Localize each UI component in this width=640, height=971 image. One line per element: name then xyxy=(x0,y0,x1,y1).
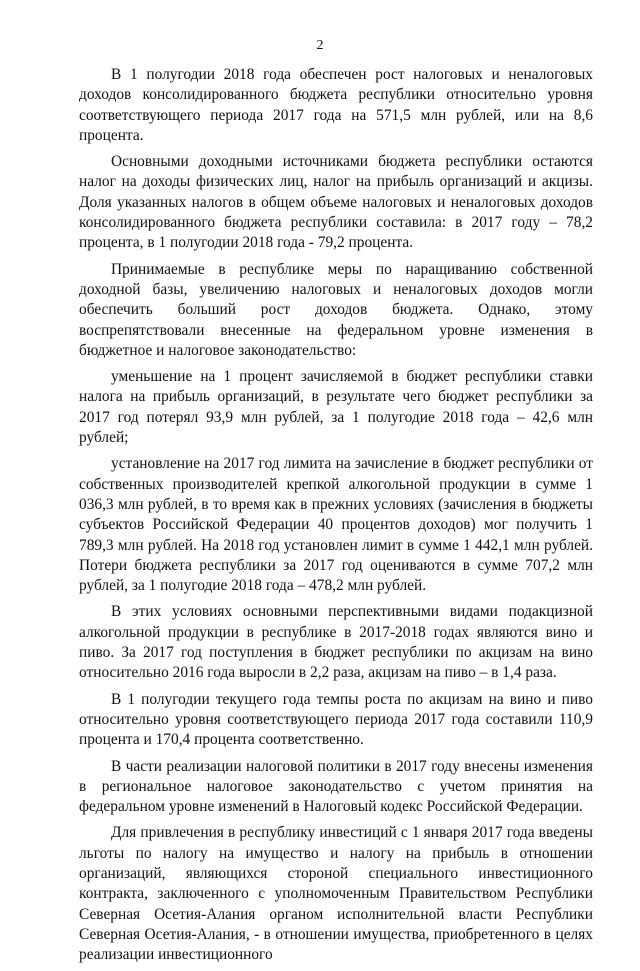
paragraph-revenue-growth: В 1 полугодии 2018 года обеспечен рост налоговых и неналоговых доходов консолидированного бюджета республики относительно уровня соответствующего периода 2017 года на 571,5 млн рублей, или на 8,6 процента. xyxy=(79,66,593,144)
page-number: 2 xyxy=(316,38,324,53)
paragraph-excise-wine-beer: В этих условиях основными перспективными видами подакцизной алкогольной продукции в республике в 2017-2018 годах являются вино и пиво. За 2017 год поступления в бюджет республики по акцизам на вино относительно 2016 года выросли в 2,2 раза, акцизам на пиво – в 1,4 раза. xyxy=(79,603,593,682)
paragraph-alcohol-limit: установление на 2017 год лимита на зачисление в бюджет республики от собственных производителей крепкой алкогольной продукции в сумме 1 036,3 млн рублей, в то время как в прежних условиях (зачисления в бюджеты субъектов Российской Федерации 40 процентов доходов) мог получить 1 789,3 млн рублей. На 2018 год установлен лимит в сумме 1 442,1 млн рублей. Потери бюджета республики за 2017 год оцениваются в сумме 707,2 млн рублей, за 1 полугодие 2018 года – 478,2 млн рублей. xyxy=(79,455,593,595)
paragraph-half-year-growth: В 1 полугодии текущего года темпы роста по акцизам на вино и пиво относительно уровня соответствующего периода 2017 года составили 110,9 процента и 170,4 процента соответственно. xyxy=(79,690,593,749)
paragraph-main-sources: Основными доходными источниками бюджета республики остаются налог на доходы физических лиц, налог на прибыль организаций и акцизы. Доля указанных налогов в общем объеме налоговых и неналоговых доходов консолидированного бюджета республики составила: в 2017 году – 78,2 процента, в 1 полугодии 2018 года - 79,2 процента. xyxy=(79,153,593,252)
paragraph-profit-tax-reduction: уменьшение на 1 процент зачисляемой в бюджет республики ставки налога на прибыль организаций, в результате чего бюджет республики за 2017 год потерял 93,9 млн рублей, за 1 полугодие 2018 года – 42,6 млн рублей; xyxy=(79,368,593,447)
paragraph-tax-policy: В части реализации налоговой политики в 2017 году внесены изменения в региональное налоговое законодательство с учетом принятия на федеральном уровне изменений в Налоговый кодекс Российской Федерации. xyxy=(79,757,593,816)
paragraph-investment-benefits: Для привлечения в республику инвестиций с 1 января 2017 года введены льготы по налогу на имущество и налогу на прибыль в отношении организаций, являющихся стороной специального инвестиционного контракта, заключенного с уполномоченным Правительством Республики Северная Осетия-Алания органом исполнительной власти Республики Северная Осетия-Алания, - в отношении имущества, приобретенного в целях реализации инвестиционного xyxy=(79,824,593,964)
document-body xyxy=(79,65,593,971)
paragraph-federal-changes: Принимаемые в республике меры по наращиванию собственной доходной базы, увеличению налоговых и неналоговых доходов могли обеспечить больший рост доходов бюджета. Однако, этому воспрепятствовали внесенные на федеральном уровне изменения в бюджетное и налоговое законодательство: xyxy=(79,260,593,359)
